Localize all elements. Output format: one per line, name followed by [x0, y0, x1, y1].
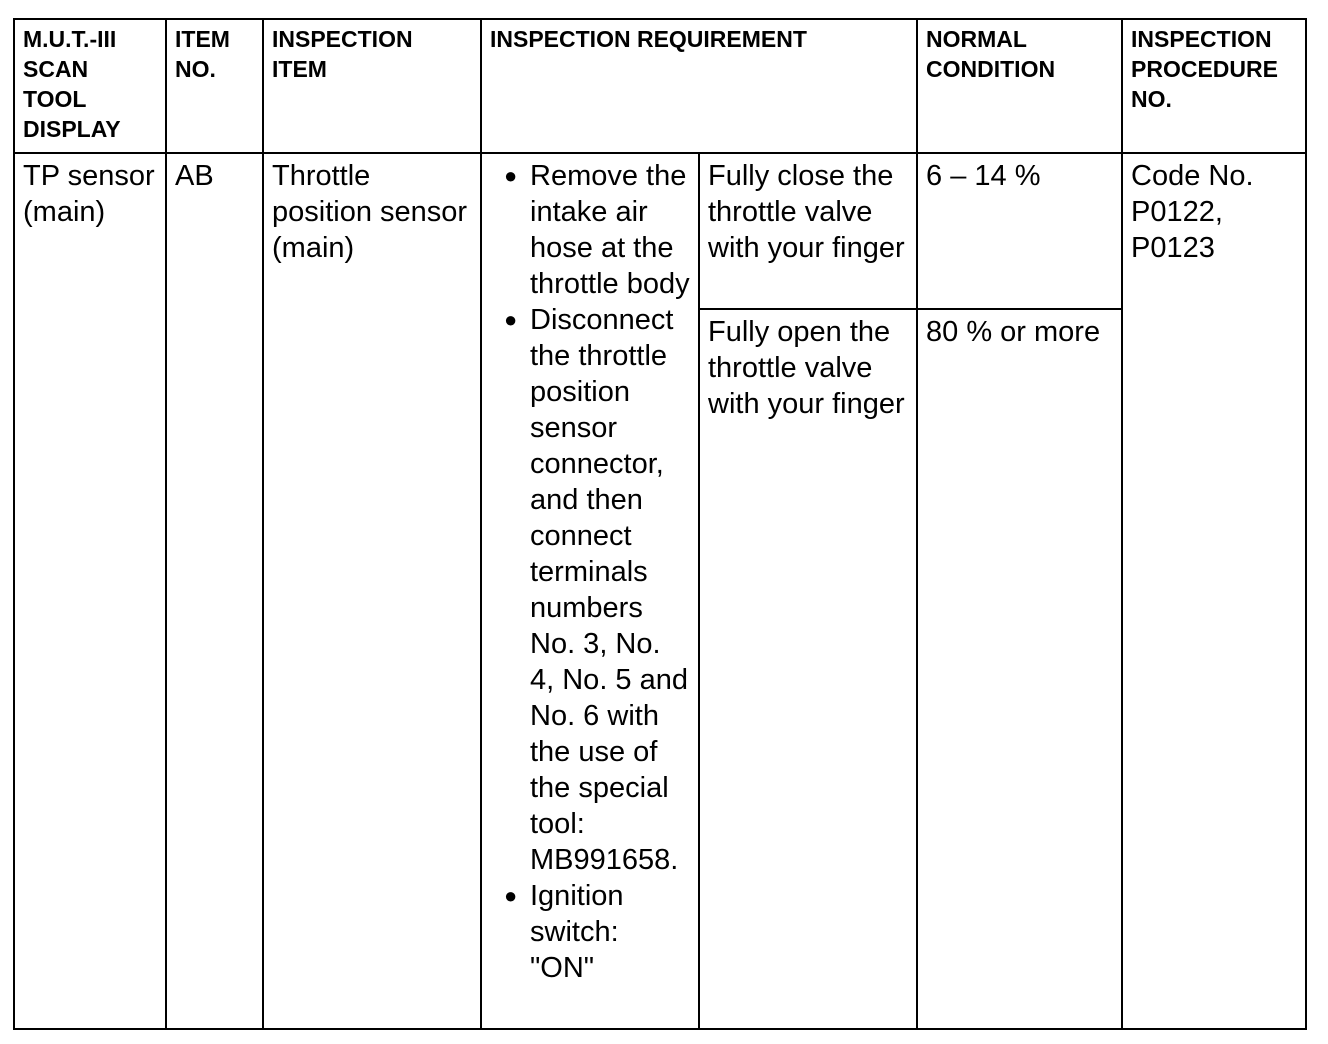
list-item — [490, 302, 690, 878]
header-row — [14, 19, 1306, 153]
bullet-icon: ● — [504, 163, 518, 188]
inspection-table — [13, 18, 1307, 1030]
cell-item-no: AB — [166, 153, 263, 1029]
bullet-icon: ● — [504, 307, 518, 332]
header-normal-condition: NORMAL CONDITION — [917, 19, 1122, 153]
precondition-list — [490, 158, 690, 986]
bullet-icon: ● — [504, 883, 518, 908]
list-item — [490, 878, 690, 986]
cell-normal-open: 80 % or more — [917, 309, 1122, 1029]
header-inspection-item: INSPECTION ITEM — [263, 19, 481, 153]
cell-procedure-no: Code No. P0122, P0123 — [1122, 153, 1306, 1029]
header-item-no: ITEM NO. — [166, 19, 263, 153]
header-inspection-requirement: INSPECTION REQUIREMENT — [481, 19, 917, 153]
cell-scan-tool-display: TP sensor (main) — [14, 153, 166, 1029]
table-row — [14, 153, 1306, 309]
cell-inspection-item: Throttle position sensor (main) — [263, 153, 481, 1029]
cell-action-open: Fully open the throttle valve with your finger — [699, 309, 917, 1029]
cell-preconditions — [481, 153, 699, 1029]
precondition-text: Disconnect the throttle position sensor connector, and then connect terminals numbers No. 3, No. 4, No. 5 and No. 6 with the use of the special tool: MB991658. — [530, 304, 688, 876]
header-scan-tool-display: M.U.T.-III SCAN TOOL DISPLAY — [14, 19, 166, 153]
precondition-text: Remove the intake air hose at the throttle body — [530, 160, 690, 300]
cell-normal-close: 6 – 14 % — [917, 153, 1122, 309]
header-procedure-no: INSPECTION PROCEDURE NO. — [1122, 19, 1306, 153]
list-item — [490, 158, 690, 302]
cell-action-close: Fully close the throttle valve with your finger — [699, 153, 917, 309]
precondition-text: Ignition switch: "ON" — [530, 880, 624, 984]
